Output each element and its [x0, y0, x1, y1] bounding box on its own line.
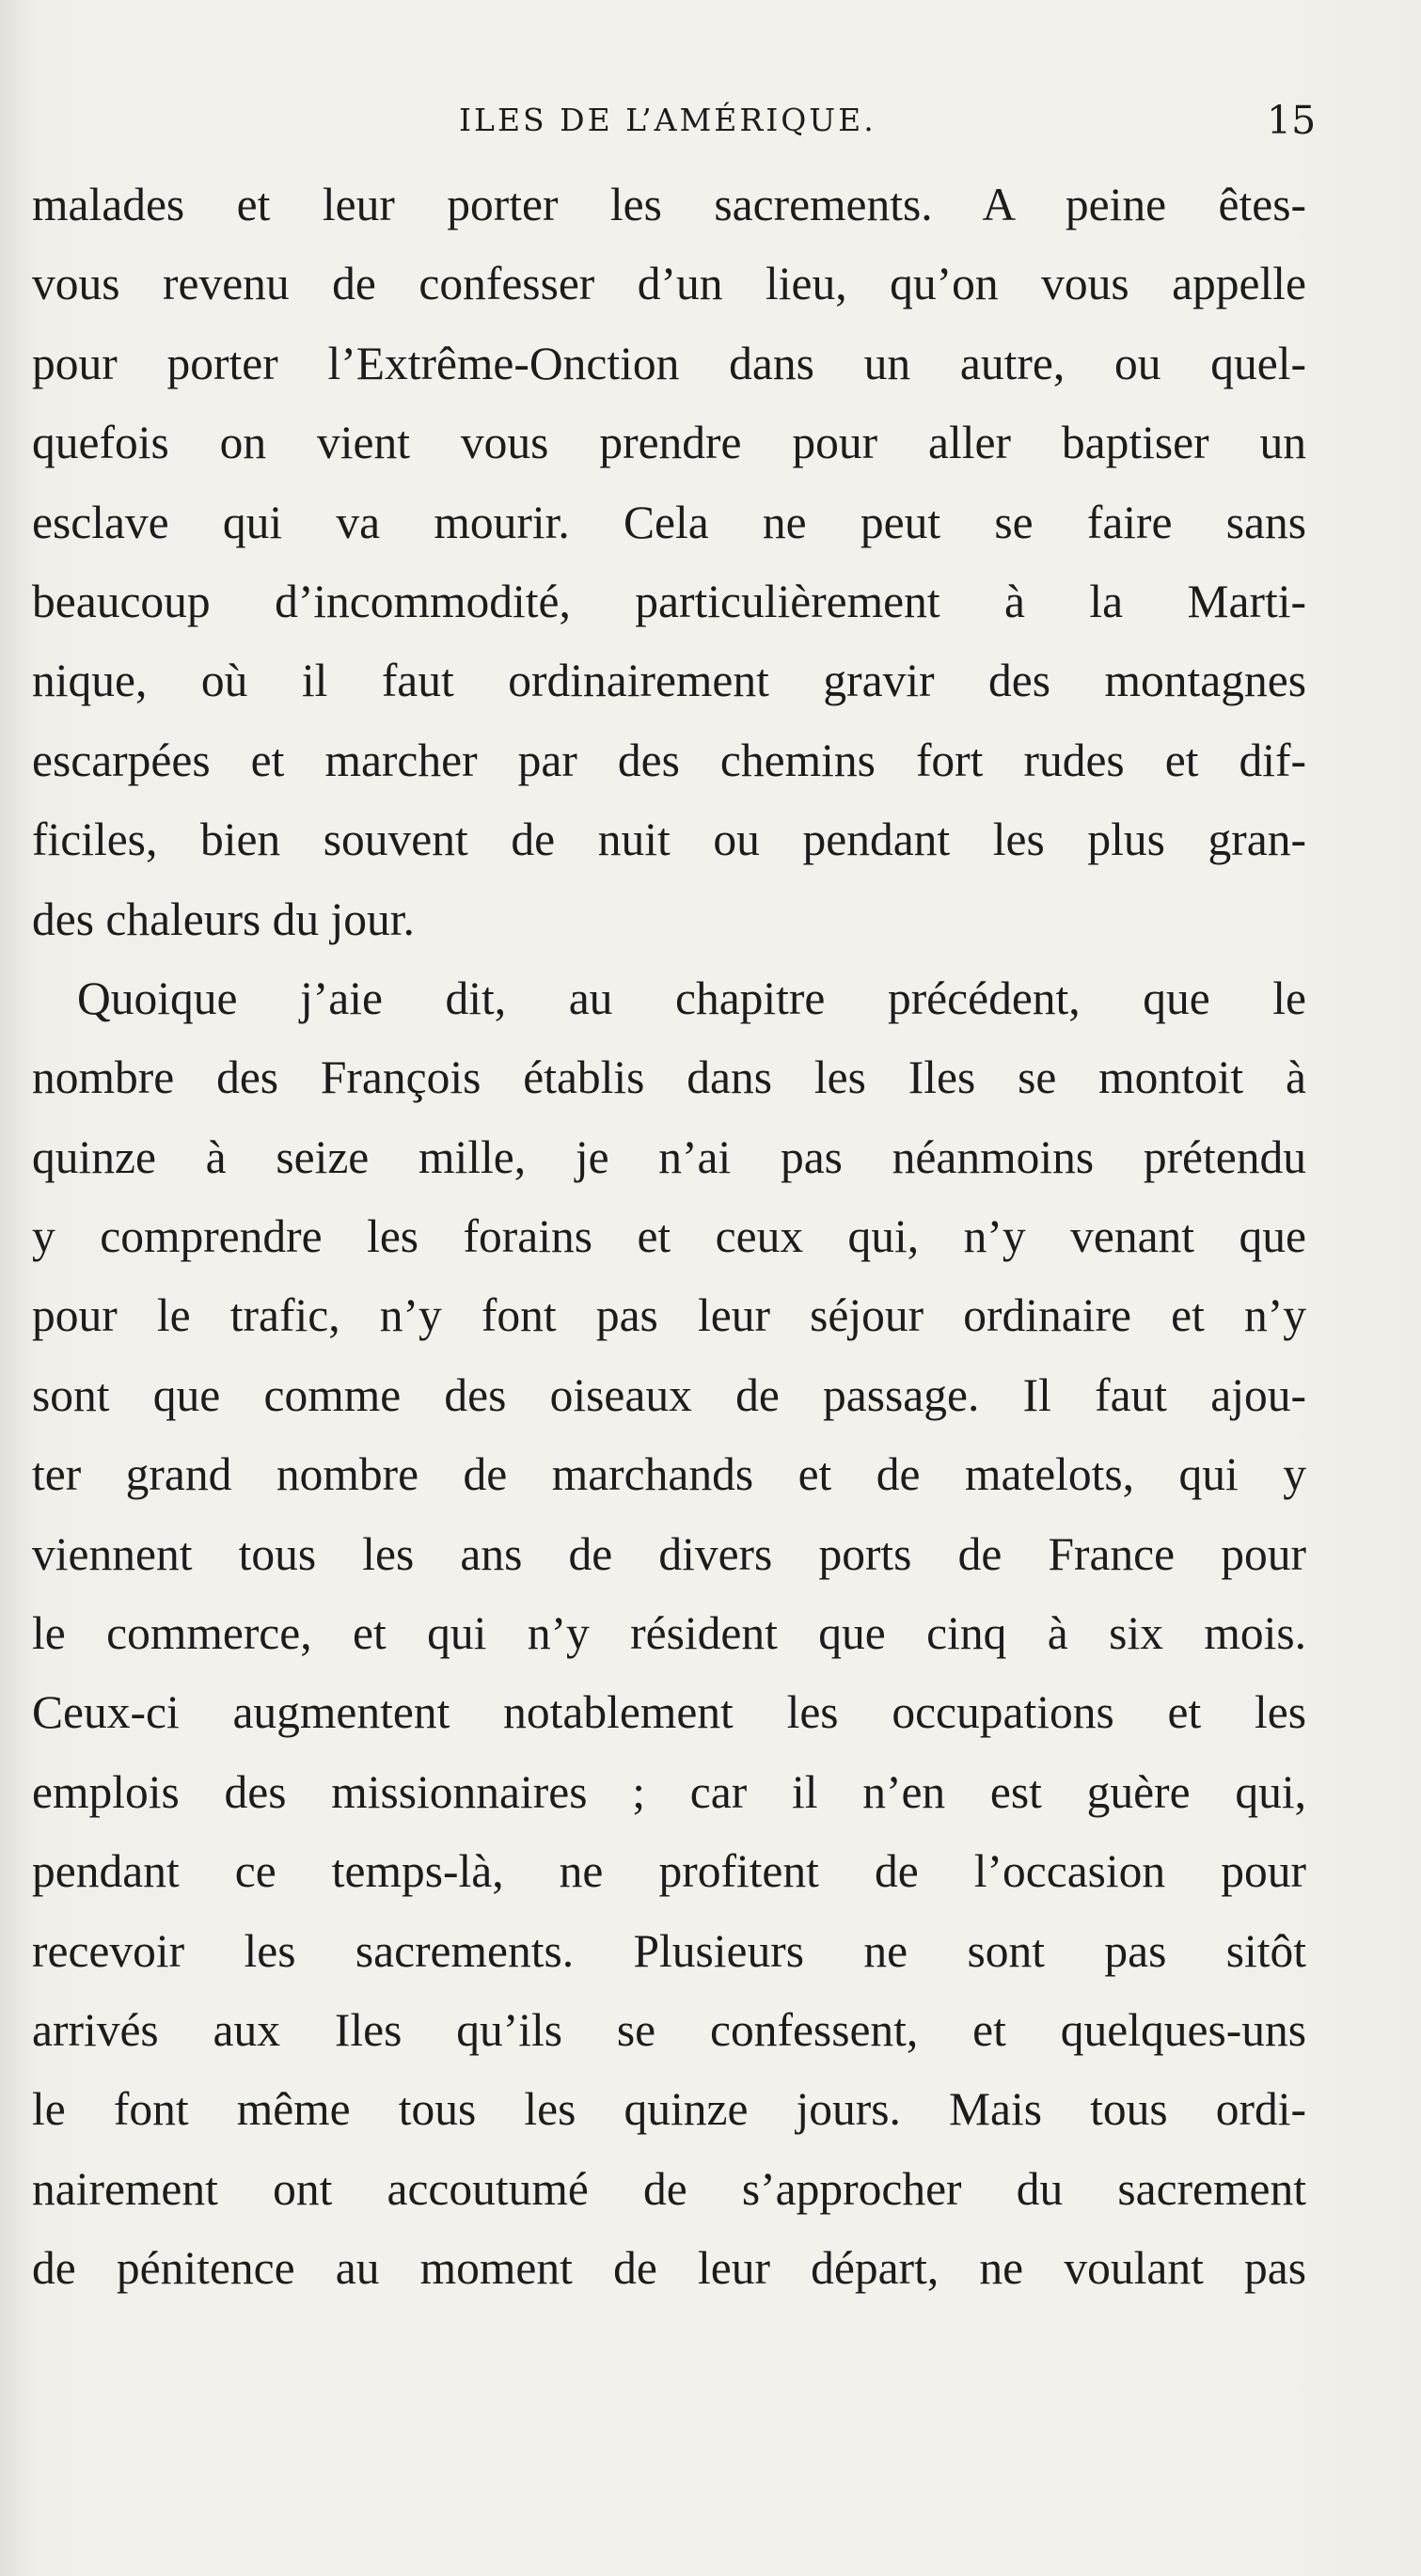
- text-line: nique, où il faut ordinairement gravir des montagnes: [32, 655, 1306, 707]
- body-text: [32, 166, 1306, 2309]
- text-line: y comprendre les forains et ceux qui, n’y venant que: [32, 1210, 1306, 1263]
- text-line: nombre des François établis dans les Iles se montoit à: [32, 1051, 1306, 1104]
- text-line: pendant ce temps-là, ne profitent de l’occasion pour: [32, 1845, 1306, 1898]
- text-line: beaucoup d’incommodité, particulièrement à la Marti-: [32, 575, 1306, 627]
- text-line: escarpées et marcher par des chemins fort rudes et dif-: [32, 734, 1306, 786]
- text-line: arrivés aux Iles qu’ils se confessent, et quelques-uns: [32, 2003, 1306, 2056]
- text-line: nairement ont accoutumé de s’approcher du sacrement: [32, 2162, 1306, 2215]
- running-head: [0, 92, 1421, 149]
- text-line: recevoir les sacrements. Plusieurs ne sont pas sitôt: [32, 1924, 1306, 1977]
- text-line: esclave qui va mourir. Cela ne peut se faire sans: [32, 496, 1306, 548]
- text-line: pour le trafic, n’y font pas leur séjour ordinaire et n’y: [32, 1289, 1306, 1342]
- text-line: quinze à seize mille, je n’ai pas néanmoins prétendu: [32, 1130, 1306, 1183]
- text-line: ficiles, bien souvent de nuit ou pendant les plus gran-: [32, 814, 1306, 866]
- text-line: malades et leur porter les sacrements. A peine êtes-: [32, 179, 1306, 230]
- running-title: ILES DE L’AMÉRIQUE.: [459, 102, 876, 138]
- text-line: emplois des missionnaires ; car il n’en est guère qui,: [32, 1765, 1306, 1818]
- text-line: sont que comme des oiseaux de passage. Il faut ajou-: [32, 1368, 1306, 1421]
- text-line: pour porter l’Extrême-Onction dans un autre, ou quel-: [32, 337, 1306, 389]
- text-line: le commerce, et qui n’y résident que cinq à six mois.: [32, 1607, 1306, 1660]
- text-line: quefois on vient vous prendre pour aller baptiser un: [32, 417, 1306, 469]
- text-line: des chaleurs du jour.: [32, 893, 415, 945]
- text-line: le font même tous les quinze jours. Mais tous ordi-: [32, 2083, 1306, 2136]
- text-line: ter grand nombre de marchands et de matelots, qui y: [32, 1448, 1306, 1501]
- text-line: Ceux-ci augmentent notablement les occupations et les: [32, 1686, 1306, 1739]
- text-line: vous revenu de confesser d’un lieu, qu’on vous appelle: [32, 258, 1306, 310]
- paragraph-first-line: Quoique j’aie dit, au chapitre précédent, que le: [77, 972, 1306, 1024]
- page-number: 15: [1267, 98, 1317, 143]
- text-line: viennent tous les ans de divers ports de France pour: [32, 1527, 1306, 1580]
- text-line: de pénitence au moment de leur départ, ne voulant pas: [32, 2242, 1306, 2295]
